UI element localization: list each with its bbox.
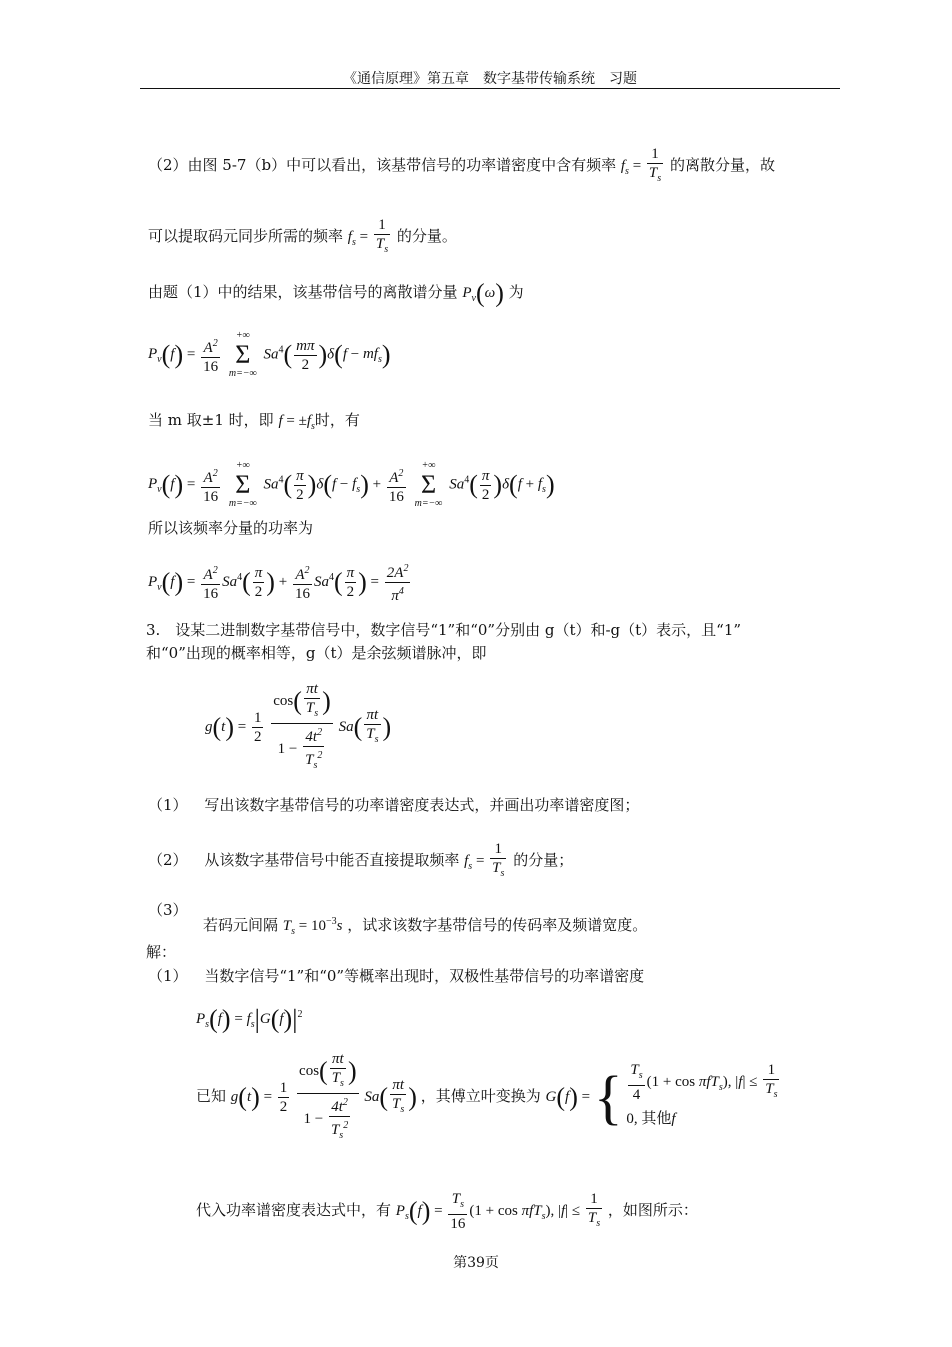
question-3-item-3-number: （3） bbox=[148, 901, 188, 919]
substitute-line bbox=[196, 1190, 698, 1233]
item-1-number: （1） bbox=[148, 796, 188, 814]
equation-ps-result: $P_s(f)$ = $\frac{T_s}{16}$ (1 + cos πfT$_s$), |f| ≤ $\frac{1}{T_s}$ bbox=[395, 1191, 601, 1232]
fourier-text: ，其傅立叶变换为 bbox=[420, 1086, 541, 1105]
header-rule bbox=[140, 88, 840, 89]
equation-ps: $P_s(f) = f_s|G(f)|^2$ bbox=[196, 1004, 303, 1034]
formula-fs-1: $f_s$ = $\frac{1}{T_s}$ bbox=[621, 158, 665, 174]
question-3-item-3 bbox=[203, 912, 647, 942]
page-header: 《通信原理》第五章 数字基带传输系统 习题 bbox=[343, 71, 637, 87]
equation-g-t-2: g(t) = $\frac{1}{2}$ cos( $\frac{\pi t}{T_s}$ ) 1 − $\frac{4t^2}{T_s^2}$ Sa( $\frac{\pi t}{T_s}$ ) bbox=[231, 1089, 421, 1105]
equation-pv-two-sums: $P_v(f)$ = $\frac{A^2}{16}$ +∞ Σ m=−∞ Sa$^4$( $\frac{\pi}{2}$ )$\delta(f - f_s)$ + $\frac{A^2}{16}$ +∞ Σ m=−∞ Sa$^4$( $\frac{\pi}{2}$ )$\delta(f + f_s)$ bbox=[148, 460, 555, 509]
as-shown-text: ，如图所示： bbox=[607, 1200, 698, 1219]
para-2-text-a: （2）由图 5-7（b）中可以看出，该基带信号的功率谱密度中含有频率 bbox=[148, 155, 617, 174]
para-result-text: 由题（1）中的结果，该基带信号的离散谱分量 bbox=[148, 283, 458, 301]
formula-fs-3: $f_s$ = $\frac{1}{T_s}$ bbox=[464, 853, 508, 869]
item-3-text-a: 若码元间隔 bbox=[203, 916, 279, 934]
other-case-text: 0, 其他 bbox=[626, 1111, 672, 1127]
para-2-line2 bbox=[148, 216, 457, 259]
equation-g-t: g(t) = $\frac{1}{2}$ cos( $\frac{\pi t}{T_s}$ ) 1 − $\frac{4t^2}{T_s^2}$ Sa( $\frac{\pi t}{T_s}$ ) bbox=[205, 680, 391, 775]
question-3-item-2 bbox=[148, 840, 573, 883]
formula-fs-2: $f_s$ = $\frac{1}{T_s}$ bbox=[348, 229, 392, 245]
question-3-item-1 bbox=[148, 795, 639, 815]
para-when-text-b: 1 时，即 bbox=[214, 411, 274, 429]
para-2-text-d: 的分量。 bbox=[396, 226, 457, 245]
formula-pv-omega: $P_v(\omega)$ bbox=[462, 278, 504, 308]
known-line bbox=[196, 1050, 781, 1145]
solution-1 bbox=[148, 966, 644, 986]
item-1-text: 写出该数字基带信号的功率谱密度表达式，并画出功率谱密度图； bbox=[204, 796, 640, 814]
para-when-text-c: 时，有 bbox=[314, 411, 360, 429]
solution-1-number: （1） bbox=[148, 967, 188, 985]
para-result bbox=[148, 278, 524, 309]
para-2-text-c: 可以提取码元同步所需的频率 bbox=[148, 226, 344, 245]
substitute-text: 代入功率谱密度表达式中，有 bbox=[196, 1200, 392, 1219]
item-2-text-b: 的分量； bbox=[513, 850, 574, 869]
para-when-text-a: 当 m 取 bbox=[148, 411, 202, 429]
para-2-line1 bbox=[148, 145, 775, 188]
solution-label: 解： bbox=[146, 943, 177, 961]
item-2-number: （2） bbox=[148, 850, 188, 869]
para-power: 所以该频率分量的功率为 bbox=[148, 519, 314, 537]
page-number: 第39页 bbox=[453, 1255, 499, 1271]
item-2-text-a: 从该数字基带信号中能否直接提取频率 bbox=[204, 850, 460, 869]
equation-pv-sum: $P_v(f)$ = $\frac{A^2}{16}$ +∞ Σ m=−∞ Sa$^4$( $\frac{m\pi}{2}$ )$\delta(f - mf_s)$ bbox=[148, 330, 391, 379]
plus-minus-sign: ± bbox=[201, 411, 215, 429]
equation-power: $P_v(f)$ = $\frac{A^2}{16}$ Sa$^4$( $\frac{\pi}{2}$ ) + $\frac{A^2}{16}$ Sa$^4$( $\frac{\pi}{2}$ ) = $\frac{2A^2}{\pi^4}$ bbox=[148, 563, 409, 604]
question-3-line1: 3. 设某二进制数字基带信号中，数字信号“1”和“0”分别由 g（t）和-g（t）表示，且“1” bbox=[146, 621, 742, 639]
formula-f-pm-fs: f bbox=[278, 413, 283, 429]
formula-ts: $T_s = 10^{-3}s$ bbox=[282, 916, 343, 937]
known-text: 已知 bbox=[196, 1086, 227, 1105]
solution-1-text: 当数字信号“1”和“0”等概率出现时，双极性基带信号的功率谱密度 bbox=[204, 967, 645, 985]
equation-G-f: G(f) = { $\frac{T_s}{4}$ (1 + cos πfT$_s$), |f| ≤ $\frac{1}{T_s}$ 0, 其他f bbox=[545, 1062, 778, 1131]
item-3-text-b: ，试求该数字基带信号的传码率及频谱宽度。 bbox=[347, 916, 648, 934]
para-2-text-b: 的离散分量，故 bbox=[669, 155, 775, 174]
question-3-line2: 和“0”出现的概率相等，g（t）是余弦频谱脉冲，即 bbox=[146, 644, 487, 662]
para-when: 当 m 取±1 时，即 $f = \pm f_s$时，有 bbox=[148, 411, 360, 432]
para-result-end: 为 bbox=[508, 283, 524, 301]
